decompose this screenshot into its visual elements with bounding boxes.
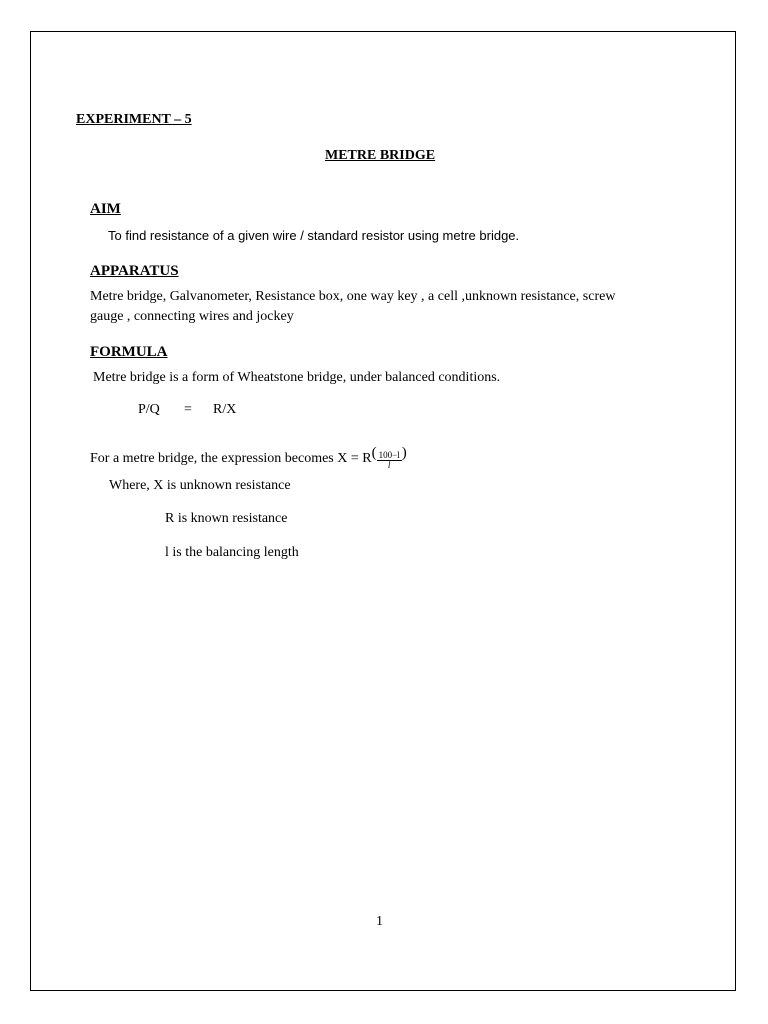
formula-expression bbox=[90, 445, 407, 470]
where-r: R is known resistance bbox=[165, 511, 288, 526]
fraction-numerator: 100−l bbox=[378, 450, 400, 460]
experiment-subtitle: METRE BRIDGE bbox=[325, 148, 436, 163]
apparatus-line-2: gauge , connecting wires and jockey bbox=[90, 309, 294, 324]
where-x: Where, X is unknown resistance bbox=[109, 478, 291, 493]
fraction-denominator: l bbox=[387, 460, 391, 470]
apparatus-heading: APPARATUS bbox=[90, 263, 179, 279]
page-number: 1 bbox=[376, 914, 383, 929]
close-paren: ) bbox=[401, 445, 407, 461]
ratio-right: R/X bbox=[213, 402, 237, 417]
aim-text: To find resistance of a given wire / standard resistor using metre bridge. bbox=[108, 228, 520, 243]
where-l: l is the balancing length bbox=[165, 545, 299, 560]
expression-text: For a metre bridge, the expression becomes X = R bbox=[90, 451, 372, 466]
fraction bbox=[377, 451, 402, 470]
ratio-left: P/Q bbox=[138, 402, 160, 417]
formula-intro: Metre bridge is a form of Wheatstone bridge, under balanced conditions. bbox=[93, 370, 501, 385]
ratio-equals: = bbox=[184, 402, 192, 417]
open-paren: ( bbox=[371, 445, 377, 461]
aim-heading: AIM bbox=[90, 201, 121, 217]
apparatus-line-1: Metre bridge, Galvanometer, Resistance box, one way key , a cell ,unknown resistance, screw bbox=[90, 289, 616, 304]
experiment-title: EXPERIMENT – 5 bbox=[76, 112, 192, 127]
page-border bbox=[30, 31, 736, 991]
formula-heading: FORMULA bbox=[90, 344, 168, 360]
